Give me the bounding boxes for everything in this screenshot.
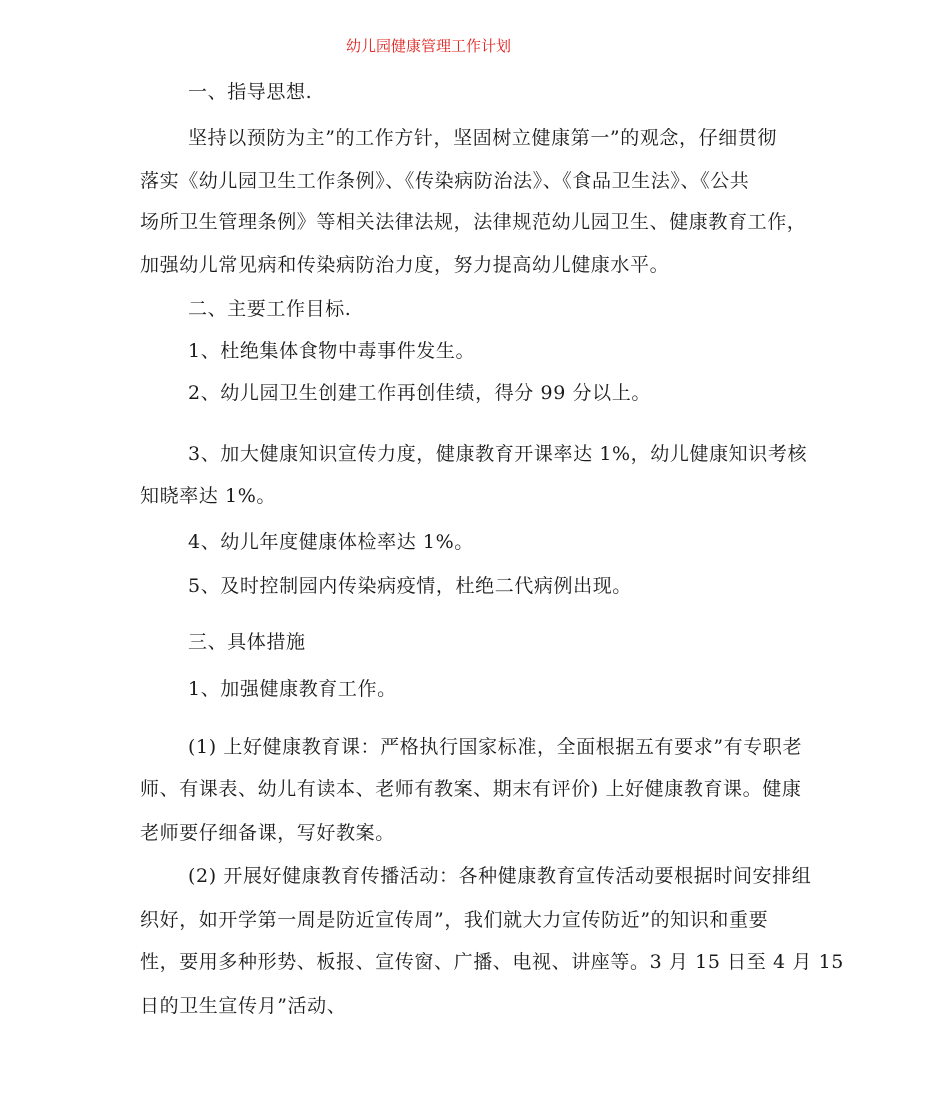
paragraph-line: 日的卫生宣传月”活动、 [140,995,347,1017]
paragraph-line: (2) 开展好健康教育传播活动：各种健康教育宣传活动要根据时间安排组 [188,865,812,887]
list-item: 4、幼儿年度健康体检率达 1%。 [188,531,474,553]
paragraph-line: 落实《幼儿园卫生工作条例》、《传染病防治法》、《食品卫生法》、《公共 [140,170,750,192]
section-heading: 三、具体措施 [188,631,306,653]
list-item: 5、及时控制园内传染病疫情，杜绝二代病例出现。 [188,575,632,597]
list-item: 2、幼儿园卫生创建工作再创佳绩，得分 99 分以上。 [188,382,651,404]
list-item: 1、加强健康教育工作。 [188,678,397,700]
paragraph-line: 师、有课表、幼儿有读本、老师有教案、期末有评价) 上好健康教育课。健康 [140,778,802,800]
paragraph-line: 场所卫生管理条例》等相关法律法规，法律规范幼儿园卫生、健康教育工作， [140,211,807,233]
list-item: 3、加大健康知识宣传力度，健康教育开课率达 1%，幼儿健康知识考核 [188,443,808,465]
paragraph-line: 性，要用多种形势、板报、宣传窗、广播、电视、讲座等。3 月 15 日至 4 月 15 [140,951,844,973]
paragraph-line: 加强幼儿常见病和传染病防治力度，努力提高幼儿健康水平。 [140,254,670,276]
section-heading: 二、主要工作目标. [188,298,352,320]
paragraph-line: 织好，如开学第一周是防近宣传周”，我们就大力宣传防近”的知识和重要 [140,909,769,931]
section-heading: 一、指导思想. [188,81,313,103]
paragraph-line: (1) 上好健康教育课：严格执行国家标准，全面根据五有要求”有专职老 [188,736,803,758]
document-title: 幼儿园健康管理工作计划 [346,37,512,55]
paragraph-line: 老师要仔细备课，写好教案。 [140,822,395,844]
paragraph-line: 知晓率达 1%。 [140,485,276,507]
paragraph-line: 坚持以预防为主”的工作方针，坚固树立健康第一”的观念，仔细贯彻 [188,127,778,149]
list-item: 1、杜绝集体食物中毒事件发生。 [188,340,476,362]
